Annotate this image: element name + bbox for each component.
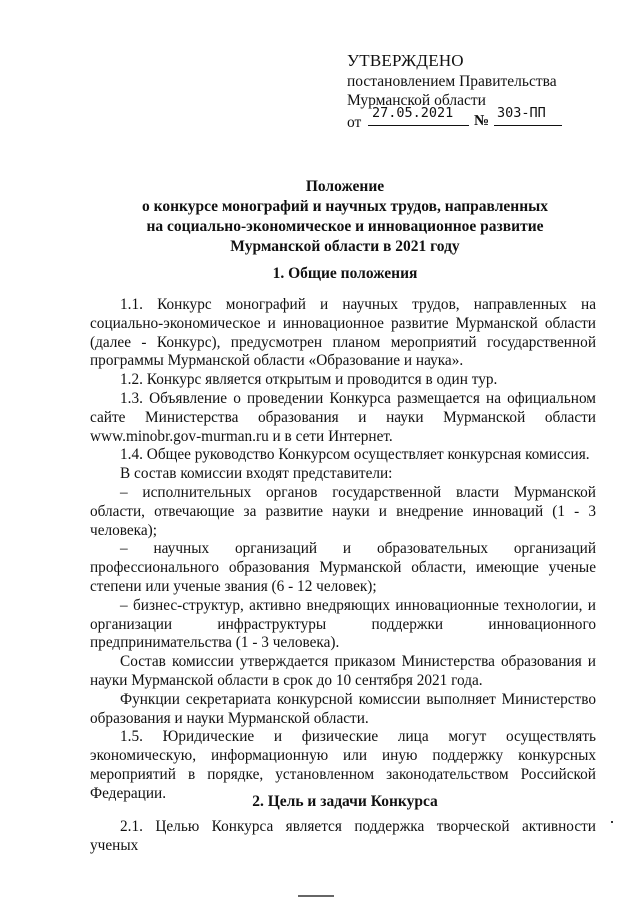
approval-line-2: Мурманской области	[347, 92, 486, 109]
paragraph: 2.1. Целью Конкурса является поддержка творческой активности ученых	[90, 818, 596, 854]
from-label: от	[347, 114, 362, 131]
paragraph: 1.3. Объявление о проведении Конкурса размещается на официальном сайте Министерства образования и науки Мурманской области www.minobr.gov-murman.ru и в сети Интернет.	[90, 389, 596, 445]
paragraph: В состав комиссии входят представители:	[120, 465, 393, 483]
approval-date-line	[347, 105, 587, 134]
section-2-heading: 2. Цель и задачи Конкурса	[252, 793, 438, 810]
paragraph: Состав комиссии утверждается приказом Министерства образования и науки Мурманской области в срок до 10 сентября 2021 года.	[90, 653, 596, 689]
approval-line-1: постановлением Правительства	[347, 73, 557, 90]
title-line-1: Положение	[305, 178, 385, 195]
paragraph: 1.5. Юридические и физические лица могут осуществлять экономическую, информационную или иную поддержку конкурсных мероприятий в порядке, установленном законодательством Российской Федерации.	[90, 728, 596, 802]
number-label: №	[474, 113, 490, 129]
section-2-body	[90, 818, 596, 856]
section-1-body	[90, 296, 596, 804]
title-line-2: о конкурсе монографий и научных трудов, направленных	[142, 198, 548, 215]
list-item: – бизнес-структур, активно внедряющих инновационные технологии, и организации инфраструктуры поддержки инновационного предпринимательства (1 - 3 человека).	[90, 596, 596, 652]
title-line-3: на социально-экономическое и инновационное развитие	[146, 218, 544, 235]
approval-date: 27.05.2021	[368, 104, 469, 126]
title-line-4: Мурманской области в 2021 году	[230, 238, 460, 255]
approval-heading: УТВЕРЖДЕНО	[347, 51, 464, 70]
approval-number: 303-ПП	[494, 104, 562, 126]
paragraph: Функции секретариата конкурсной комиссии выполняет Министерство образования и науки Мурманской области.	[90, 690, 596, 727]
paragraph: 1.2. Конкурс является открытым и проводится в один тур.	[120, 371, 498, 389]
list-item: – исполнительных органов государственной власти Мурманской области, отвечающие за развитие науки и внедрение инноваций (1 - 3 человека);	[90, 483, 596, 539]
list-item: – научных организаций и образовательных организаций профессионального образования Мурманской области, имеющие ученые степени или ученые звания (6 - 12 человек);	[90, 540, 596, 595]
paragraph: 1.1. Конкурс монографий и научных трудов, направленных на социально-экономическое и инновационное развитие Мурманской области (далее - Конкурс), предусмотрен планом мероприятий государственной программы Мурманской области «Образование и наука».	[90, 296, 596, 370]
approval-stamp	[347, 50, 587, 134]
paragraph: 1.4. Общее руководство Конкурсом осуществляет конкурсная комиссия.	[120, 446, 590, 464]
document-title	[90, 177, 600, 257]
scan-speck	[611, 821, 613, 823]
scan-mark	[298, 895, 334, 897]
section-1-heading: 1. Общие положения	[272, 265, 418, 282]
